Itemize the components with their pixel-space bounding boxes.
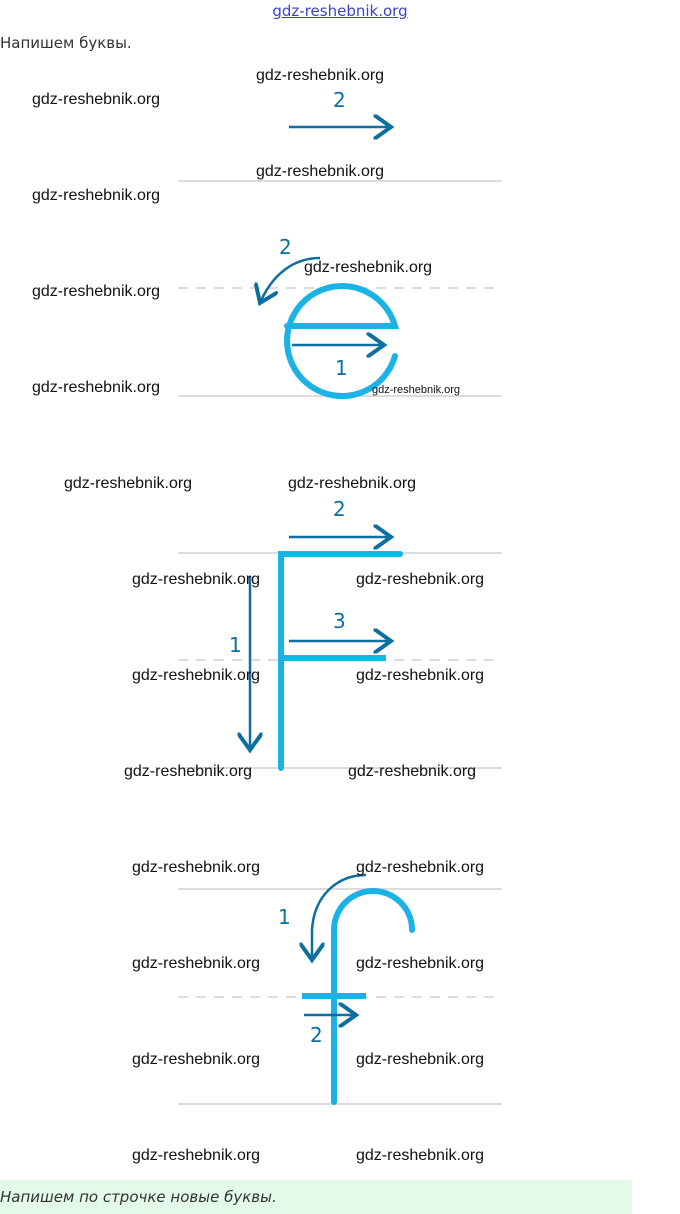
watermark-text: gdz-reshebnik.org bbox=[356, 667, 485, 684]
watermark-text: gdz-reshebnik.org bbox=[356, 1051, 485, 1068]
intro-heading: Напишем буквы. bbox=[0, 34, 132, 52]
watermark-text: gdz-reshebnik.org bbox=[304, 259, 433, 276]
letter-f-figure bbox=[0, 860, 680, 1120]
watermark-text: gdz-reshebnik.org bbox=[356, 1147, 485, 1164]
letter-g-figure bbox=[0, 480, 680, 840]
letter-e-figure bbox=[0, 0, 680, 420]
watermark-text: gdz-reshebnik.org bbox=[256, 67, 385, 84]
watermark-text: gdz-reshebnik.org bbox=[356, 859, 485, 876]
watermark-text: gdz-reshebnik.org bbox=[32, 91, 161, 108]
watermark-text: gdz-reshebnik.org bbox=[132, 571, 261, 588]
watermark-text: gdz-reshebnik.org bbox=[356, 571, 485, 588]
watermark-text: gdz-reshebnik.org bbox=[132, 1051, 261, 1068]
watermark-text: gdz-reshebnik.org bbox=[132, 1147, 261, 1164]
step-number: 2 bbox=[279, 235, 292, 259]
watermark-text: gdz-reshebnik.org bbox=[256, 163, 385, 180]
step-number: 1 bbox=[278, 905, 291, 929]
watermark-text: gdz-reshebnik.org bbox=[132, 859, 261, 876]
site-link[interactable]: gdz-reshebnik.org bbox=[272, 2, 408, 20]
footer-banner bbox=[0, 1180, 632, 1214]
watermark-text: gdz-reshebnik.org bbox=[288, 475, 417, 492]
step-number: 2 bbox=[333, 497, 346, 521]
watermark-text: gdz-reshebnik.org bbox=[32, 379, 161, 396]
step-number: 2 bbox=[333, 88, 346, 112]
watermark-text: gdz-reshebnik.org bbox=[356, 955, 485, 972]
watermark-text: gdz-reshebnik.org bbox=[372, 384, 461, 396]
watermark-text: gdz-reshebnik.org bbox=[124, 763, 253, 780]
step-number: 1 bbox=[335, 356, 348, 380]
step-number: 1 bbox=[229, 633, 242, 657]
step-number: 3 bbox=[333, 609, 346, 633]
watermark-text: gdz-reshebnik.org bbox=[132, 667, 261, 684]
watermark-text: gdz-reshebnik.org bbox=[32, 187, 161, 204]
step-number: 2 bbox=[310, 1023, 323, 1047]
watermark-text: gdz-reshebnik.org bbox=[32, 283, 161, 300]
watermark-text: gdz-reshebnik.org bbox=[132, 955, 261, 972]
footer-instruction: Напишем по строчке новые буквы. bbox=[0, 1188, 277, 1206]
watermark-text: gdz-reshebnik.org bbox=[348, 763, 477, 780]
watermark-text: gdz-reshebnik.org bbox=[64, 475, 193, 492]
